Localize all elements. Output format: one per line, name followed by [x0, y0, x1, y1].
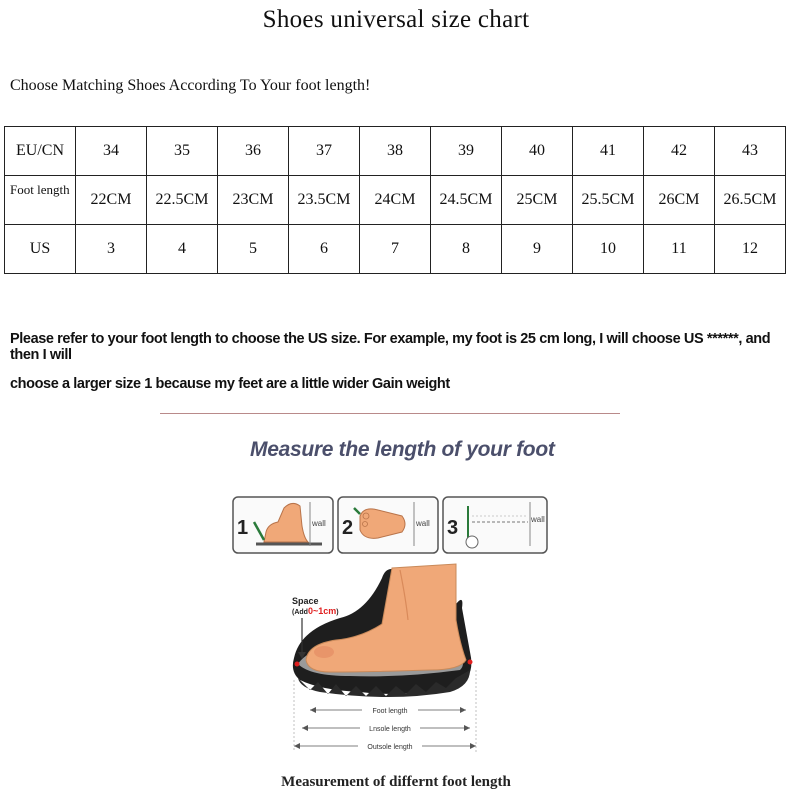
page-title: Shoes universal size chart [262, 6, 530, 33]
table-cell: 41 [573, 127, 644, 176]
space-add-text: (Add0~1cm) [292, 606, 339, 616]
note-line-2: choose a larger size 1 because my feet are a little wider Gain weight [10, 376, 450, 392]
table-cell: 25CM [502, 176, 573, 225]
size-table [4, 126, 786, 274]
table-cell: 10 [573, 225, 644, 274]
table-cell: 25.5CM [573, 176, 644, 225]
table-cell: 26.5CM [715, 176, 786, 225]
insole-length-label: Lnsole length [369, 726, 411, 733]
measurement-steps [232, 494, 548, 556]
step-1-panel [233, 497, 333, 553]
table-cell: 40 [502, 127, 573, 176]
table-cell: 35 [147, 127, 218, 176]
intro-text: Choose Matching Shoes According To Your foot length! [10, 77, 371, 94]
diagram-caption: Measurement of differnt foot length [281, 774, 511, 790]
note-line-1: Please refer to your foot length to choose the US size. For example, my foot is 25 cm long, I will choose US ******, and then I will [10, 331, 771, 363]
table-cell: 23CM [218, 176, 289, 225]
table-cell: 11 [644, 225, 715, 274]
tape-measure-icon [466, 536, 478, 548]
outsole-length-label: Outsole length [367, 744, 413, 751]
table-cell: 4 [147, 225, 218, 274]
measure-title: Measure the length of your foot [250, 438, 555, 461]
step-number: 1 [237, 517, 249, 539]
row-label-us: US [5, 225, 76, 274]
wall-label: wall [312, 519, 326, 528]
toe-marker [295, 662, 300, 667]
heel-marker [468, 660, 473, 665]
table-cell: 34 [76, 127, 147, 176]
foot-length-label: Foot length [372, 708, 408, 715]
table-cell: 8 [431, 225, 502, 274]
row-label-eu: EU/CN [5, 127, 76, 176]
table-cell: 39 [431, 127, 502, 176]
table-cell: 26CM [644, 176, 715, 225]
table-cell: 42 [644, 127, 715, 176]
table-cell: 7 [360, 225, 431, 274]
table-cell: 9 [502, 225, 573, 274]
step-number: 2 [342, 517, 354, 539]
table-cell: 5 [218, 225, 289, 274]
step-2-panel [338, 497, 438, 553]
space-label: Space [292, 596, 319, 606]
outsole-length-dimension [294, 741, 476, 751]
table-cell: 12 [715, 225, 786, 274]
divider [160, 413, 620, 414]
row-label-foot-length: Foot length [5, 176, 76, 225]
table-cell: 24.5CM [431, 176, 502, 225]
table-cell: 3 [76, 225, 147, 274]
step-number: 3 [447, 517, 459, 539]
table-cell: 24CM [360, 176, 431, 225]
table-row-us [5, 225, 786, 274]
table-cell: 37 [289, 127, 360, 176]
table-cell: 43 [715, 127, 786, 176]
foot-length-dimension [310, 705, 466, 715]
table-row-eu [5, 127, 786, 176]
wall-label: wall [416, 519, 430, 528]
table-cell: 36 [218, 127, 289, 176]
insole-length-dimension [302, 723, 470, 733]
wall-label: wall [531, 515, 545, 524]
table-cell: 22CM [76, 176, 147, 225]
table-cell: 6 [289, 225, 360, 274]
table-row-foot-length [5, 176, 786, 225]
foot-measurement-diagram [280, 560, 510, 760]
table-cell: 22.5CM [147, 176, 218, 225]
table-cell: 23.5CM [289, 176, 360, 225]
table-cell: 38 [360, 127, 431, 176]
step-3-panel [443, 497, 547, 553]
